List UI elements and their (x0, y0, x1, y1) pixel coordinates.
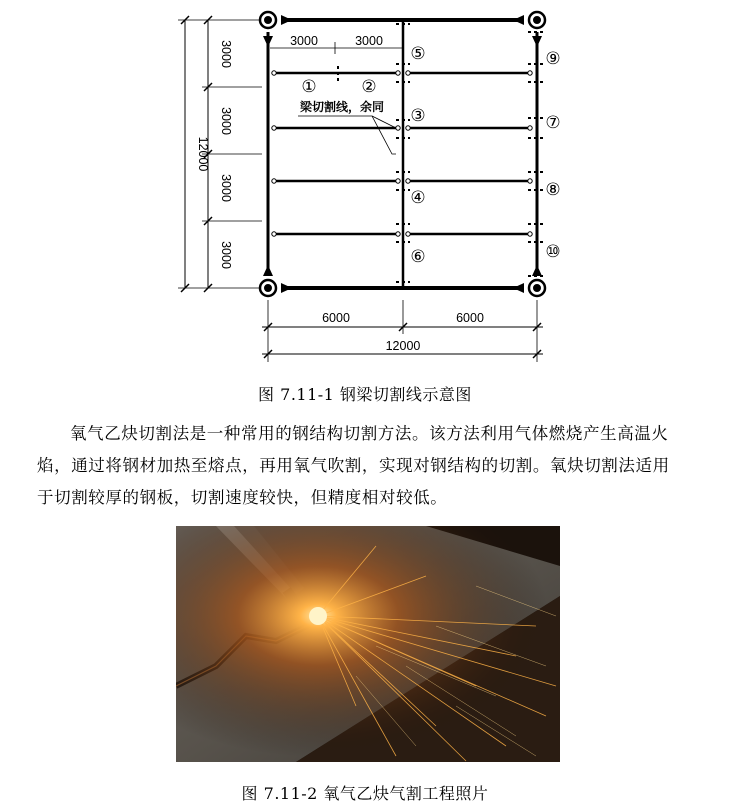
beam-label-3: ③ (410, 106, 426, 125)
dim-left-1: 3000 (219, 40, 233, 68)
dim-bottom-2: 6000 (456, 311, 484, 325)
dim-bottom-total: 12000 (385, 339, 421, 353)
beam-label-7: ⑦ (545, 113, 561, 132)
dim-top-1: 3000 (290, 34, 318, 48)
dim-left-total: 12000 (196, 136, 210, 172)
dim-left-3: 3000 (219, 174, 233, 202)
dim-left-2: 3000 (219, 107, 233, 135)
beam-label-1: ① (301, 77, 317, 96)
body-paragraph: 氧气乙炔切割法是一种常用的钢结构切割方法。该方法利用气体燃烧产生高温火焰，通过将钢材加热至熔点，再用氧气吹割，实现对钢结构的切割。氧炔切割法适用于切割较厚的钢板，切割速度较快，但精度相对较低。 (37, 424, 670, 507)
beam-cutting-diagram (0, 0, 730, 370)
beam-label-5: ⑤ (410, 44, 426, 63)
beam-label-9: ⑨ (545, 49, 561, 68)
figure-1-caption: 图 7.11-1 钢梁切割线示意图 (258, 385, 472, 404)
beam-label-2: ② (361, 77, 377, 96)
beam-label-10: ⑩ (545, 242, 561, 261)
dim-top-2: 3000 (355, 34, 383, 48)
figure-2-caption: 图 7.11-2 氧气乙炔气割工程照片 (241, 784, 489, 803)
cut-line-note: 梁切割线，余同 (300, 100, 385, 114)
beam-label-4: ④ (410, 188, 426, 207)
dim-left-4: 3000 (219, 241, 233, 269)
oxy-acetylene-cutting-photo (176, 526, 560, 762)
beam-label-6: ⑥ (410, 247, 426, 266)
beam-label-8: ⑧ (545, 180, 561, 199)
dim-bottom-1: 6000 (322, 311, 350, 325)
